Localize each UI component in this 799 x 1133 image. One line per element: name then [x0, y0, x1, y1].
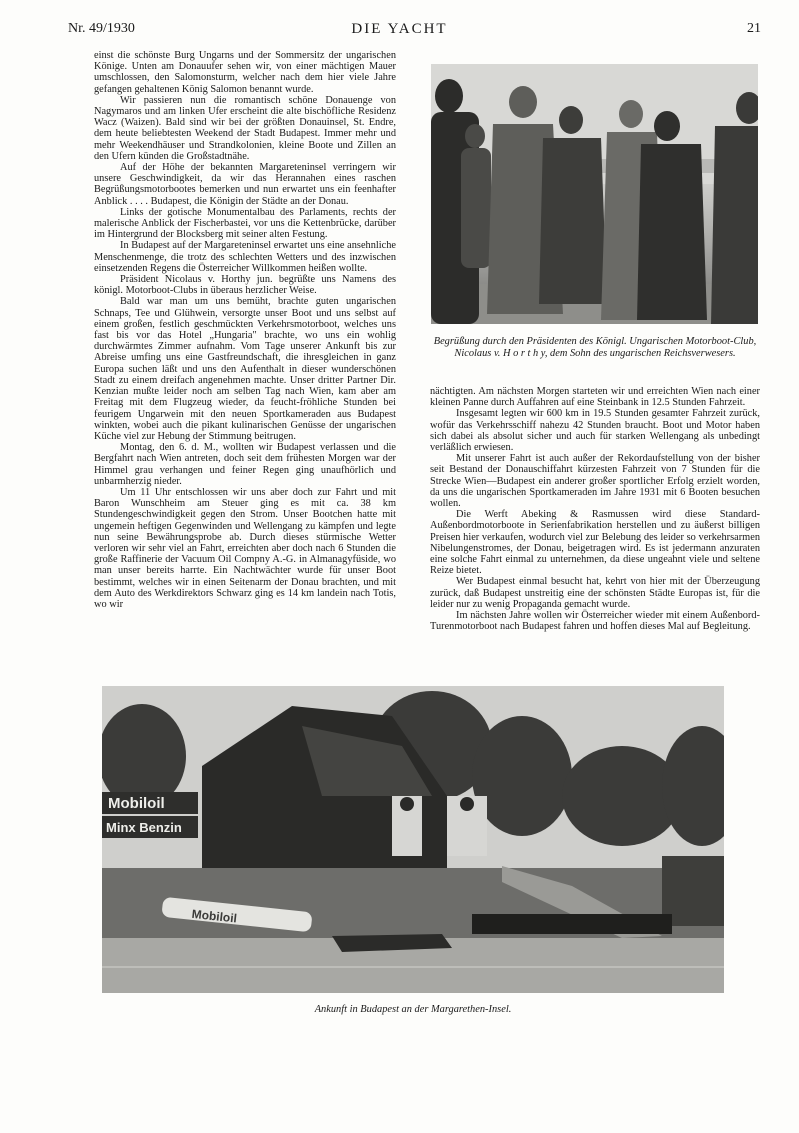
paragraph: Im nächsten Jahre wollen wir Österreicher wieder mit einem Außenbord-Turenmotorboot nach Budapest fahren und hoffen dieses Mal auf Begleitung. — [430, 610, 760, 633]
paragraph: einst die schönste Burg Ungarns und der Sommersitz der ungarischen Könige. Unten am Donauufer sehen wir, von einer mächtigen Mauer umschlossen, den Salomonsturm, welcher nach dem hier viele Jahre gefangen gehaltenen König Salomon benannt wurde. — [94, 50, 396, 95]
photo-greeting-caption: Begrüßung durch den Präsidenten des Königl. Ungarischen Motorboot-Club, Nicolaus v. H o r t h y, dem Sohn des ungarischen Reichsverwesers. — [433, 336, 757, 359]
paragraph: Um 11 Uhr entschlossen wir uns aber doch zur Fahrt und mit Baron Wunschheim am Steuer ging es mit ca. 38 km Stundengeschwindigkeit gegen den Strom. Unser Bootchen hatte mit ungemein heftigen Gegenwinden und Wellengang zu kämpfen und legte nun seine Bewährungsprobe ab. Durch dieses stürmische Wetter verloren wir sehr viel an Fahrt, erreichten aber doch nach 6 Stunden die große Raffinerie der Vacuum Oil Compny A.-G. in Almanagyfüside, wo man unser bereits harrte. Ein Nachtwächter wurde für unser Boot bestimmt, welches wir in einen Seitenarm der Donau brachten, und mit dem Auto des Werkdirektors Schwarz ging es 14 km landein nach Totis, wo wir — [94, 486, 396, 610]
photo-arrival-caption: Ankunft in Budapest an der Margarethen-Insel. — [314, 1004, 512, 1015]
sign-mobiloil: Mobiloil — [108, 795, 165, 812]
paragraph: Insgesamt legten wir 600 km in 19.5 Stunden gesamter Fahrzeit zurück, wofür das Verkehrsschiff nahezu 42 Stunden braucht. Boot und Motor haben sich dabei als absolut sicher und auch für starken Wellengang als unbedingt verläßlich erwiesen. — [430, 408, 760, 454]
paragraph: Bald war man um uns bemüht, brachte guten ungarischen Schnaps, Tee und Glühwein, versorgte unser Boot und uns selbst auf einem großen, festlich geschmückten Verkehrsmotorboot, welches uns fast bis vor das Hotel „Hungaria" brachte, wo uns ein wohlig durchwärmtes Zimmer aufnahm. Vom Tage unserer Ankunft bis zur Abreise umfing uns eine Gastfreundschaft, die ihresgleichen in ganz Europa suchen läßt und uns den Aufenthalt in dieser wunderschönen Stadt zu einem dreifach angenehmen machte. Unser dritter Partner Dir. Kenzian mußte leider noch am selben Tag nach Wien, kam aber am Freitag mit dem Flugzeug wieder, da feucht-fröhliche Stunden bei feurigem Ungarwein mit den neuen Sportkameraden aus Budapest winkten, wobei auch die pikant kulinarischen Genüsse der ungarischen Küche viel zur Hebung der Stimmung beitrugen. — [94, 296, 396, 442]
paragraph: Mit unserer Fahrt ist auch außer der Rekordaufstellung von der bisher seit Bestand der Donauschiffahrt kürzesten Fahrzeit von 7 Stunden für die Strecke Wien—Budapest ein anderer großer sportlicher Erfolg erzielt worden, da uns die ungarischen Sportkameraden im Jahre 1931 mit 6 Booten besuchen wollen. — [430, 453, 760, 510]
paragraph: Montag, den 6. d. M., wollten wir Budapest verlassen und die Bergfahrt nach Wien antreten, doch seit dem frühesten Morgen war der Himmel grau verhangen und feiner Regen ging unaufhörlich und unbarmherzig nieder. — [94, 442, 396, 487]
paragraph: nächtigten. Am nächsten Morgen starteten wir und erreichten Wien nach einer kleinen Panne durch Auffahren auf eine Steinbank in 12.5 Stunden Fahrzeit. — [430, 386, 760, 409]
paragraph: Links der gotische Monumentalbau des Parlaments, rechts der malerische Anblick der Fischerbastei, vor uns die Kettenbrücke, darüber im Hintergrund der Blocksberg mit seiner alten Festung. — [94, 206, 396, 241]
photo-arrival — [102, 686, 724, 993]
issue-number: Nr. 49/1930 — [68, 21, 135, 36]
paragraph: Auf der Höhe der bekannten Margareteninsel verringern wir unsere Geschwindigkeit, da wir das Herannahen eines raschen Begrüßungsmotorbootes bemerken und nun erwartet uns ein feenhafter Anblick . . . . Budapest, die Königin der Städte an der Donau. — [94, 162, 396, 207]
page-number: 21 — [747, 21, 761, 36]
right-column — [430, 386, 760, 632]
left-column — [94, 50, 396, 610]
paragraph: Die Werft Abeking & Rasmussen wird diese Standard-Außenbordmotorboote in Serienfabrikation herstellen und zu äußerst billigen Preisen hier verkaufen, wodurch viel zur Belebung des leider so verkehrsarmen Nibelungenstromes, der Donau, beigetragen wird. Es ist jedermann anzuraten eine solche Fahrt einmal zu unternehmen, da diese ungeahnt viele und seltene Reize bietet. — [430, 509, 760, 577]
paragraph: In Budapest auf der Margareteninsel erwartet uns eine ansehnliche Menschenmenge, die trotz des schlechten Wetters und des inzwischen einsetzenden Regens die Österreicher Willkommen heißen wollte. — [94, 240, 396, 274]
photo-greeting-illustration — [431, 64, 758, 324]
photo-arrival-illustration — [102, 686, 724, 993]
paragraph: Wir passieren nun die romantisch schöne Donauenge von Nagymaros und am linken Ufer erscheint die alte bischöfliche Residenz Wacz (Waizen). Bald sind wir bei der größten Donauinsel, St. Endre, dem heute beliebtesten Weekend der Stadt Budapest. Immer mehr und mehr Weekendhäuser und Strandkolonien, kleine Boote und Zillen an den Ufern künden die Großstadtnähe. — [94, 94, 396, 162]
paragraph: Präsident Nicolaus v. Horthy jun. begrüßte uns Namens des königl. Motorboot-Clubs in überaus herzlicher Weise. — [94, 274, 396, 297]
sign-mobiloil-embankment: Mobiloil — [191, 906, 238, 926]
sign-benzin: Minx Benzin — [106, 820, 182, 835]
magazine-title: DIE YACHT — [351, 21, 448, 37]
photo-greeting — [431, 64, 758, 324]
paragraph: Wer Budapest einmal besucht hat, kehrt von hier mit der Überzeugung zurück, daß Budapest unstreitig eine der schönsten Städte Europas ist, für die leider nur zu wenig Propaganda gemacht wurde. — [430, 576, 760, 610]
